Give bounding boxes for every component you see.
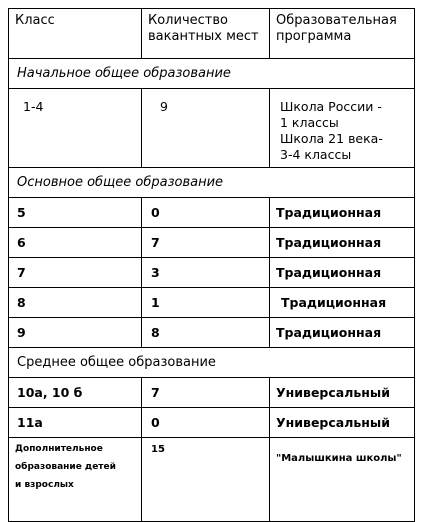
- cell-program: Универсальный: [270, 378, 415, 408]
- grade-line: Дополнительное: [15, 444, 103, 454]
- header-row: [9, 9, 415, 59]
- table-row: [9, 438, 415, 522]
- table-row: [9, 228, 415, 258]
- cell-vacancies: 7: [142, 228, 270, 258]
- cell-program: Традиционная: [270, 288, 415, 318]
- vacancies-table: [8, 8, 415, 522]
- cell-program: Традиционная: [270, 198, 415, 228]
- cell-grade: 11а: [9, 408, 142, 438]
- program-line: Школа России -: [280, 99, 382, 114]
- cell-vacancies: 3: [142, 258, 270, 288]
- cell-program: Универсальный: [270, 408, 415, 438]
- cell-grade: [9, 438, 142, 522]
- header-vacancies: Количество вакантных мест: [142, 9, 270, 59]
- section-title-primary: Начальное общее образование: [9, 59, 415, 89]
- cell-vacancies: 9: [142, 89, 270, 168]
- header-class: Класс: [9, 9, 142, 59]
- table-row: [9, 288, 415, 318]
- cell-vacancies: 7: [142, 378, 270, 408]
- cell-program: [270, 89, 415, 168]
- grade-line: образование детей: [15, 462, 116, 472]
- table-row: [9, 89, 415, 168]
- cell-vacancies: 15: [142, 438, 270, 522]
- cell-vacancies: 8: [142, 318, 270, 348]
- cell-grade: 10а, 10 б: [9, 378, 142, 408]
- cell-grade: 5: [9, 198, 142, 228]
- section-row-secondary: [9, 348, 415, 378]
- table-row: [9, 378, 415, 408]
- cell-vacancies: 0: [142, 198, 270, 228]
- cell-grade: 1-4: [9, 89, 142, 168]
- cell-grade: 8: [9, 288, 142, 318]
- program-line: 1 классы: [280, 115, 339, 130]
- table-row: [9, 408, 415, 438]
- cell-vacancies: 0: [142, 408, 270, 438]
- grade-line: и взрослых: [15, 480, 74, 490]
- cell-program: Традиционная: [270, 258, 415, 288]
- section-row-basic: [9, 168, 415, 198]
- cell-grade: 6: [9, 228, 142, 258]
- table-row: [9, 198, 415, 228]
- cell-program: Традиционная: [270, 318, 415, 348]
- table-row: [9, 258, 415, 288]
- program-line: Школа 21 века-: [280, 131, 383, 146]
- cell-vacancies: 1: [142, 288, 270, 318]
- header-program: Образовательная программа: [270, 9, 415, 59]
- section-title-basic: Основное общее образование: [9, 168, 415, 198]
- cell-grade: 7: [9, 258, 142, 288]
- table-row: [9, 318, 415, 348]
- cell-program: Традиционная: [270, 228, 415, 258]
- cell-grade: 9: [9, 318, 142, 348]
- program-line: 3-4 классы: [280, 147, 352, 162]
- section-row-primary: [9, 59, 415, 89]
- cell-program: "Малышкина школы": [270, 438, 415, 522]
- section-title-secondary: Среднее общее образование: [9, 348, 415, 378]
